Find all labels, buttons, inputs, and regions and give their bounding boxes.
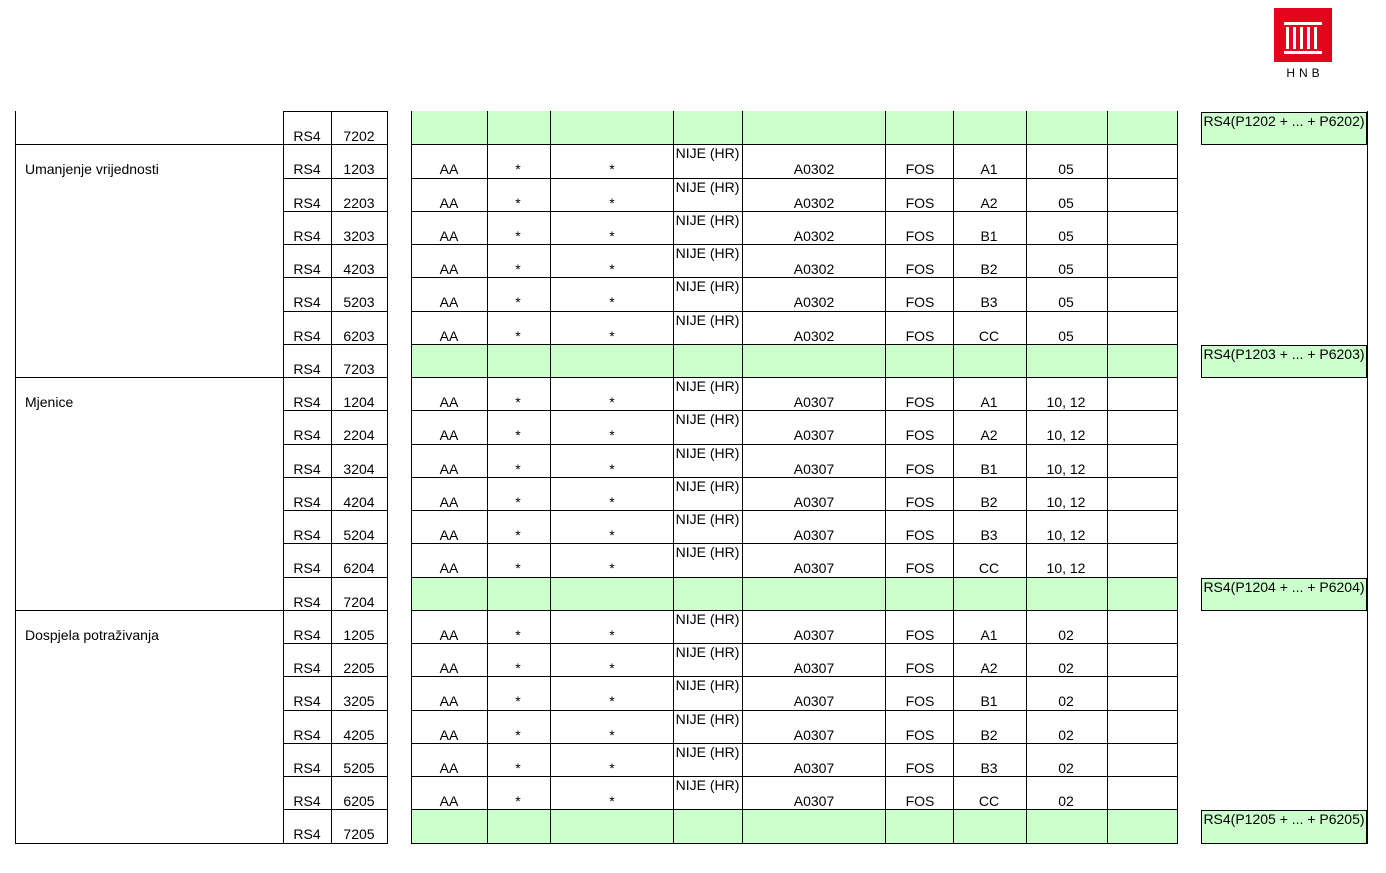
row-code: RS4 — [293, 361, 321, 377]
cell-c6: FOS — [905, 560, 935, 576]
row-divider — [411, 377, 1177, 378]
row-number: 4203 — [343, 261, 375, 277]
cell-c3: * — [609, 627, 615, 643]
row-code: RS4 — [293, 228, 321, 244]
row-divider — [411, 444, 1177, 445]
cell-c6: FOS — [905, 294, 935, 310]
row-divider — [283, 444, 387, 445]
row-divider — [411, 344, 1177, 345]
row-group-label: Mjenice — [25, 394, 74, 410]
row-divider — [283, 410, 387, 411]
cell-c6: FOS — [905, 427, 935, 443]
cell-nije: NIJE (HR) — [675, 611, 740, 627]
cell-c1: AA — [439, 527, 459, 543]
row-code: RS4 — [293, 128, 321, 144]
cell-nije: NIJE (HR) — [675, 179, 740, 195]
cell-c8: 10, 12 — [1046, 494, 1086, 510]
cell-c8: 05 — [1058, 161, 1074, 177]
column-divider — [1367, 111, 1368, 844]
cell-c8: 05 — [1058, 195, 1074, 211]
cell-c6: FOS — [905, 261, 935, 277]
cell-c5: A0307 — [793, 527, 835, 543]
cell-c7: A1 — [980, 394, 998, 410]
cell-c2: * — [515, 693, 521, 709]
column-divider — [283, 111, 284, 844]
cell-nije: NIJE (HR) — [675, 644, 740, 660]
cell-c7: B3 — [980, 527, 998, 543]
cell-c7: A2 — [980, 195, 998, 211]
logo-text: HNB — [1286, 66, 1324, 80]
cell-c7: A2 — [980, 427, 998, 443]
row-divider — [411, 543, 1177, 544]
row-divider — [283, 178, 387, 179]
row-divider — [411, 244, 1177, 245]
cell-c5: A0302 — [793, 261, 835, 277]
cell-c3: * — [609, 727, 615, 743]
row-number: 6205 — [343, 793, 375, 809]
cell-c8: 05 — [1058, 294, 1074, 310]
row-divider — [283, 344, 387, 345]
row-code: RS4 — [293, 427, 321, 443]
row-divider — [283, 277, 387, 278]
cell-nije: NIJE (HR) — [675, 777, 740, 793]
row-code: RS4 — [293, 294, 321, 310]
row-divider — [411, 643, 1177, 644]
cell-c1: AA — [439, 427, 459, 443]
cell-c1: AA — [439, 727, 459, 743]
column-divider — [1107, 111, 1108, 844]
column-divider — [387, 111, 388, 844]
row-code: RS4 — [293, 660, 321, 676]
cell-c5: A0302 — [793, 195, 835, 211]
row-code: RS4 — [293, 826, 321, 842]
row-divider — [411, 577, 1177, 578]
cell-c5: A0307 — [793, 793, 835, 809]
row-code: RS4 — [293, 594, 321, 610]
cell-nije: NIJE (HR) — [675, 212, 740, 228]
row-divider — [1201, 843, 1367, 844]
row-divider — [411, 510, 1177, 511]
cell-c1: AA — [439, 494, 459, 510]
cell-c6: FOS — [905, 527, 935, 543]
row-number: 3205 — [343, 693, 375, 709]
row-code: RS4 — [293, 727, 321, 743]
cell-c5: A0307 — [793, 494, 835, 510]
row-divider — [283, 676, 387, 677]
row-number: 2205 — [343, 660, 375, 676]
cell-c5: A0307 — [793, 693, 835, 709]
cell-nije: NIJE (HR) — [675, 445, 740, 461]
row-divider — [411, 676, 1177, 677]
cell-c1: AA — [439, 328, 459, 344]
row-group-label: Dospjela potraživanja — [25, 627, 159, 643]
row-number: 2204 — [343, 427, 375, 443]
cell-c7: B2 — [980, 261, 998, 277]
row-code: RS4 — [293, 394, 321, 410]
cell-c2: * — [515, 494, 521, 510]
cell-c2: * — [515, 727, 521, 743]
row-number: 5205 — [343, 760, 375, 776]
row-divider — [411, 710, 1177, 711]
row-divider — [411, 776, 1177, 777]
cell-c2: * — [515, 328, 521, 344]
row-divider — [411, 743, 1177, 744]
row-code: RS4 — [293, 793, 321, 809]
cell-c7: B2 — [980, 494, 998, 510]
cell-c3: * — [609, 228, 615, 244]
row-divider — [411, 178, 1177, 179]
cell-c3: * — [609, 261, 615, 277]
cell-c8: 10, 12 — [1046, 560, 1086, 576]
row-code: RS4 — [293, 161, 321, 177]
cell-c2: * — [515, 228, 521, 244]
cell-nije: NIJE (HR) — [675, 278, 740, 294]
total-row-fill — [411, 577, 1177, 610]
cell-nije: NIJE (HR) — [675, 478, 740, 494]
row-number: 1203 — [343, 161, 375, 177]
column-divider — [673, 111, 674, 844]
row-number: 1204 — [343, 394, 375, 410]
cell-c8: 02 — [1058, 760, 1074, 776]
row-divider — [283, 211, 387, 212]
column-divider — [487, 111, 488, 844]
cell-c7: B2 — [980, 727, 998, 743]
cell-c2: * — [515, 294, 521, 310]
cell-c2: * — [515, 427, 521, 443]
cell-c2: * — [515, 461, 521, 477]
cell-c7: B3 — [980, 294, 998, 310]
cell-c5: A0307 — [793, 727, 835, 743]
cell-c6: FOS — [905, 660, 935, 676]
cell-nije: NIJE (HR) — [675, 245, 740, 261]
cell-nije: NIJE (HR) — [675, 312, 740, 328]
cell-c8: 05 — [1058, 261, 1074, 277]
column-divider — [550, 111, 551, 844]
row-divider — [411, 809, 1177, 810]
cell-c7: B1 — [980, 228, 998, 244]
row-divider — [283, 477, 387, 478]
cell-c6: FOS — [905, 394, 935, 410]
cell-c6: FOS — [905, 228, 935, 244]
cell-c2: * — [515, 627, 521, 643]
cell-c3: * — [609, 527, 615, 543]
cell-c8: 10, 12 — [1046, 461, 1086, 477]
row-divider — [283, 111, 387, 112]
cell-c1: AA — [439, 195, 459, 211]
cell-c3: * — [609, 328, 615, 344]
cell-c1: AA — [439, 161, 459, 177]
row-code: RS4 — [293, 627, 321, 643]
row-number: 7202 — [343, 128, 375, 144]
cell-nije: NIJE (HR) — [675, 145, 740, 161]
cell-c8: 10, 12 — [1046, 427, 1086, 443]
row-divider — [283, 743, 387, 744]
cell-c3: * — [609, 294, 615, 310]
row-divider — [283, 643, 387, 644]
row-number: 3203 — [343, 228, 375, 244]
cell-c3: * — [609, 394, 615, 410]
row-divider — [411, 610, 1177, 611]
cell-c7: A2 — [980, 660, 998, 676]
cell-c6: FOS — [905, 627, 935, 643]
cell-c5: A0302 — [793, 328, 835, 344]
total-formula: RS4(P1202 + ... + P6202) — [1201, 112, 1367, 145]
column-divider — [885, 111, 886, 844]
row-code: RS4 — [293, 461, 321, 477]
row-divider — [283, 710, 387, 711]
cell-c7: B1 — [980, 461, 998, 477]
row-number: 5204 — [343, 527, 375, 543]
cell-c8: 05 — [1058, 228, 1074, 244]
row-divider — [411, 843, 1177, 844]
cell-c3: * — [609, 161, 615, 177]
cell-c1: AA — [439, 228, 459, 244]
cell-c7: A1 — [980, 161, 998, 177]
row-number: 1205 — [343, 627, 375, 643]
row-code: RS4 — [293, 261, 321, 277]
cell-c3: * — [609, 660, 615, 676]
row-divider — [411, 410, 1177, 411]
cell-c5: A0307 — [793, 560, 835, 576]
cell-c8: 02 — [1058, 693, 1074, 709]
cell-nije: NIJE (HR) — [675, 544, 740, 560]
cell-c6: FOS — [905, 195, 935, 211]
cell-c8: 02 — [1058, 660, 1074, 676]
cell-c5: A0307 — [793, 427, 835, 443]
cell-nije: NIJE (HR) — [675, 711, 740, 727]
total-row-fill — [411, 344, 1177, 377]
cell-c1: AA — [439, 261, 459, 277]
cell-c5: A0307 — [793, 394, 835, 410]
cell-c2: * — [515, 161, 521, 177]
cell-c6: FOS — [905, 328, 935, 344]
row-number: 3204 — [343, 461, 375, 477]
row-number: 6203 — [343, 328, 375, 344]
cell-c6: FOS — [905, 461, 935, 477]
row-code: RS4 — [293, 328, 321, 344]
cell-c7: A1 — [980, 627, 998, 643]
row-number: 4204 — [343, 494, 375, 510]
row-divider — [411, 477, 1177, 478]
cell-c2: * — [515, 793, 521, 809]
cell-c2: * — [515, 195, 521, 211]
row-divider — [283, 244, 387, 245]
cell-c8: 02 — [1058, 627, 1074, 643]
cell-c5: A0307 — [793, 461, 835, 477]
cell-c6: FOS — [905, 693, 935, 709]
row-code: RS4 — [293, 195, 321, 211]
row-number: 7204 — [343, 594, 375, 610]
cell-c5: A0307 — [793, 660, 835, 676]
cell-nije: NIJE (HR) — [675, 677, 740, 693]
row-code: RS4 — [293, 560, 321, 576]
cell-c3: * — [609, 693, 615, 709]
total-row-fill — [411, 809, 1177, 843]
row-number: 6204 — [343, 560, 375, 576]
column-divider — [331, 111, 332, 844]
row-divider — [283, 543, 387, 544]
cell-c2: * — [515, 560, 521, 576]
cell-c5: A0302 — [793, 294, 835, 310]
row-divider — [283, 311, 387, 312]
cell-c8: 10, 12 — [1046, 394, 1086, 410]
cell-c5: A0302 — [793, 228, 835, 244]
cell-c3: * — [609, 494, 615, 510]
total-formula: RS4(P1205 + ... + P6205) — [1201, 810, 1367, 844]
cell-c3: * — [609, 793, 615, 809]
cell-c7: B3 — [980, 760, 998, 776]
cell-c6: FOS — [905, 727, 935, 743]
cell-c1: AA — [439, 693, 459, 709]
cell-nije: NIJE (HR) — [675, 378, 740, 394]
row-code: RS4 — [293, 494, 321, 510]
cell-c3: * — [609, 760, 615, 776]
column-divider — [1177, 111, 1178, 844]
row-number: 5203 — [343, 294, 375, 310]
total-formula: RS4(P1203 + ... + P6203) — [1201, 345, 1367, 378]
total-row-fill — [411, 111, 1177, 144]
row-number: 7203 — [343, 361, 375, 377]
column-divider — [411, 111, 412, 844]
row-divider — [283, 510, 387, 511]
cell-c7: B1 — [980, 693, 998, 709]
row-divider — [411, 211, 1177, 212]
cell-c1: AA — [439, 760, 459, 776]
cell-c5: A0302 — [793, 161, 835, 177]
cell-c1: AA — [439, 461, 459, 477]
cell-c6: FOS — [905, 793, 935, 809]
cell-c5: A0307 — [793, 760, 835, 776]
row-group-label: Umanjenje vrijednosti — [25, 161, 159, 177]
cell-c8: 05 — [1058, 328, 1074, 344]
cell-c1: AA — [439, 793, 459, 809]
cell-nije: NIJE (HR) — [675, 511, 740, 527]
cell-c2: * — [515, 261, 521, 277]
cell-c1: AA — [439, 627, 459, 643]
column-divider — [1026, 111, 1027, 844]
row-divider — [283, 776, 387, 777]
row-divider — [411, 144, 1177, 145]
cell-c2: * — [515, 660, 521, 676]
cell-nije: NIJE (HR) — [675, 744, 740, 760]
total-formula: RS4(P1204 + ... + P6204) — [1201, 578, 1367, 611]
column-divider — [15, 111, 16, 844]
cell-c8: 02 — [1058, 727, 1074, 743]
cell-c3: * — [609, 560, 615, 576]
cell-c1: AA — [439, 560, 459, 576]
row-number: 4205 — [343, 727, 375, 743]
column-divider — [742, 111, 743, 844]
cell-c3: * — [609, 195, 615, 211]
cell-c1: AA — [439, 660, 459, 676]
cell-c3: * — [609, 427, 615, 443]
cell-c7: CC — [978, 793, 1000, 809]
cell-c6: FOS — [905, 161, 935, 177]
row-number: 2203 — [343, 195, 375, 211]
cell-c2: * — [515, 394, 521, 410]
cell-c1: AA — [439, 294, 459, 310]
cell-c1: AA — [439, 394, 459, 410]
row-code: RS4 — [293, 527, 321, 543]
cell-c7: CC — [978, 328, 1000, 344]
row-code: RS4 — [293, 760, 321, 776]
column-divider — [953, 111, 954, 844]
cell-nije: NIJE (HR) — [675, 411, 740, 427]
row-divider — [411, 311, 1177, 312]
cell-c8: 10, 12 — [1046, 527, 1086, 543]
row-number: 7205 — [343, 826, 375, 842]
row-divider — [283, 577, 387, 578]
cell-c6: FOS — [905, 760, 935, 776]
cell-c7: CC — [978, 560, 1000, 576]
row-divider — [283, 809, 387, 810]
cell-c3: * — [609, 461, 615, 477]
cell-c8: 02 — [1058, 793, 1074, 809]
row-code: RS4 — [293, 693, 321, 709]
cell-c5: A0307 — [793, 627, 835, 643]
row-divider — [411, 277, 1177, 278]
cell-c6: FOS — [905, 494, 935, 510]
cell-c2: * — [515, 527, 521, 543]
cell-c2: * — [515, 760, 521, 776]
